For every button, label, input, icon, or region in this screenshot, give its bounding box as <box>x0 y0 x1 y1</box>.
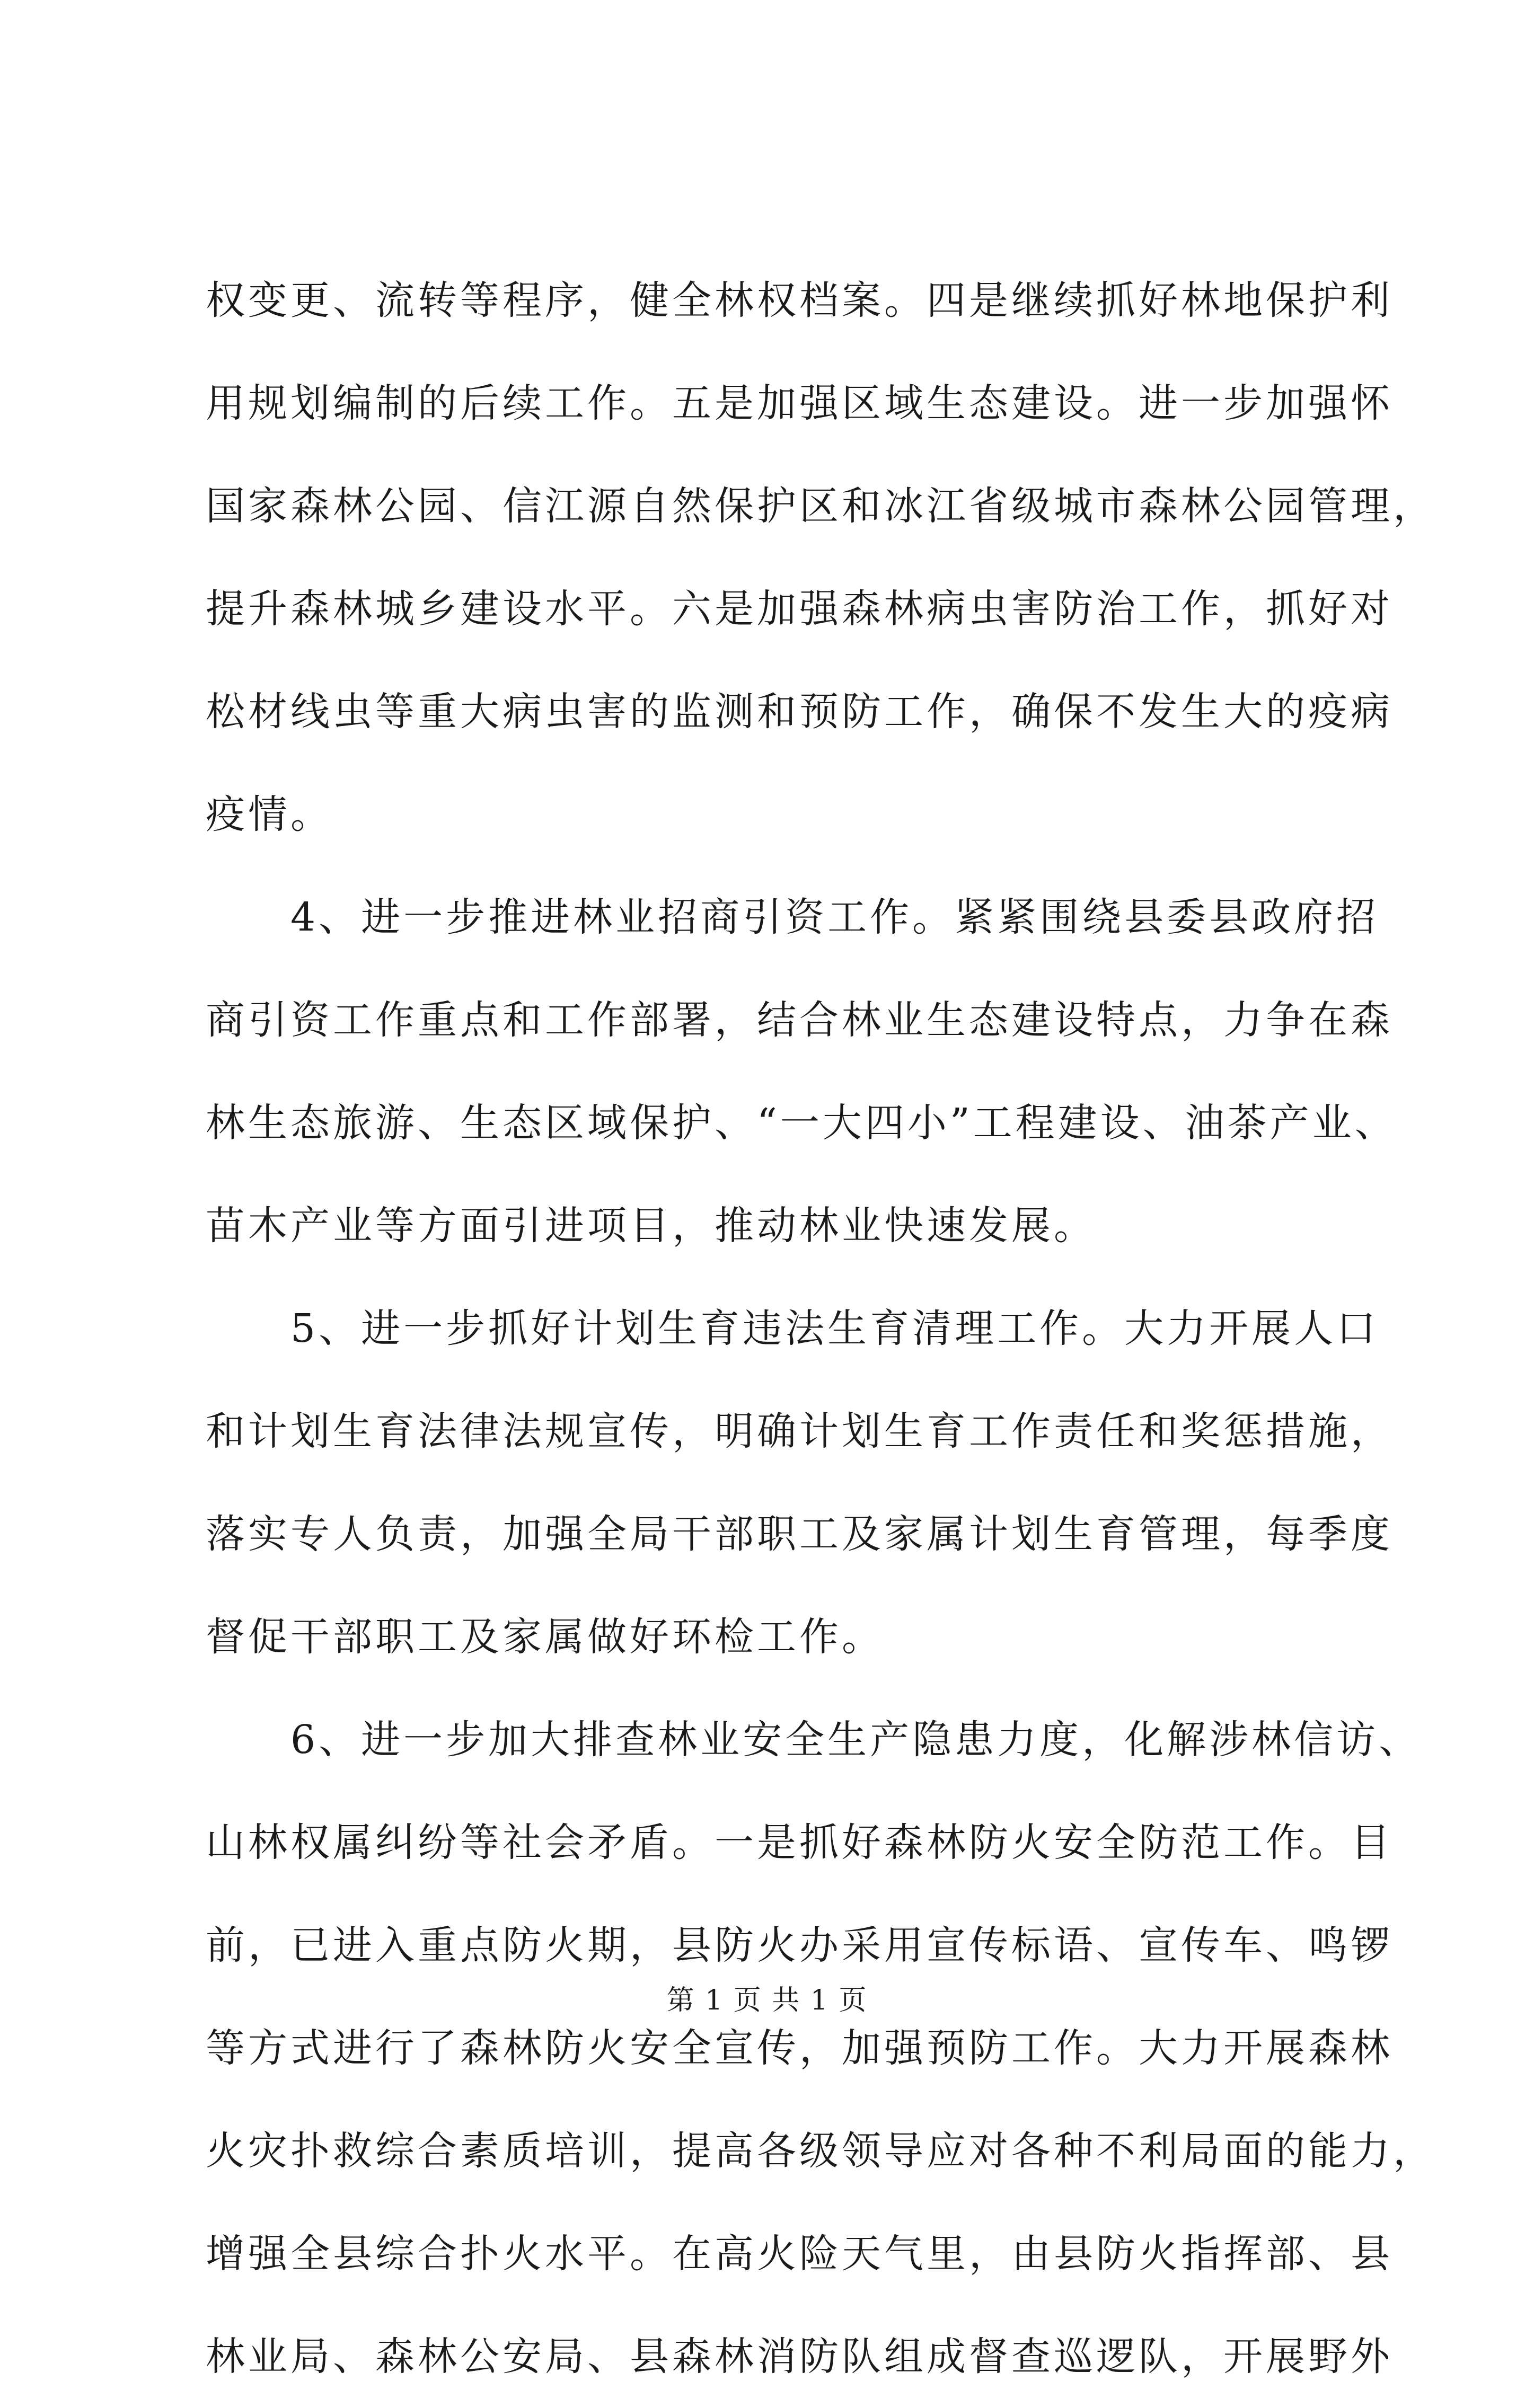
document-body <box>206 249 1435 2408</box>
text-line: 落实专人负责，加强全局干部职工及家属计划生育管理，每季度 <box>206 1511 1393 1557</box>
text-line: 松材线虫等重大病虫害的监测和预防工作，确保不发生大的疫病 <box>206 689 1393 734</box>
text-line: 4、进一步推进林业招商引资工作。紧紧围绕县委县政府招 <box>206 895 1379 940</box>
text-line: 火灾扑救综合素质培训，提高各级领导应对各种不利局面的能力， <box>206 2128 1435 2174</box>
text-line: 增强全县综合扑火水平。在高火险天气里，由县防火指挥部、县 <box>206 2231 1393 2277</box>
text-line: 用规划编制的后续工作。五是加强区域生态建设。进一步加强怀 <box>206 380 1393 426</box>
text-line: 5、进一步抓好计划生育违法生育清理工作。大力开展人口 <box>206 1306 1379 1351</box>
text-line: 国家森林公园、信江源自然保护区和冰江省级城市森林公园管理， <box>206 483 1435 529</box>
text-line: 和计划生育法律法规宣传，明确计划生育工作责任和奖惩措施， <box>206 1409 1393 1454</box>
text-line: 苗木产业等方面引进项目，推动林业快速发展。 <box>206 1203 1096 1249</box>
page-footer: 第 1 页 共 1 页 <box>666 1985 868 2016</box>
text-line: 前，已进入重点防火期，县防火办采用宣传标语、宣传车、鸣锣 <box>206 1923 1393 1968</box>
text-line: 等方式进行了森林防火安全宣传，加强预防工作。大力开展森林 <box>206 2025 1393 2071</box>
text-line: 商引资工作重点和工作部署，结合林业生态建设特点，力争在森 <box>206 997 1393 1043</box>
text-line: 提升森林城乡建设水平。六是加强森林病虫害防治工作，抓好对 <box>206 586 1393 632</box>
text-line: 督促干部职工及家属做好环检工作。 <box>206 1614 884 1660</box>
text-line: 林业局、森林公安局、县森林消防队组成督查巡逻队，开展野外 <box>206 2334 1393 2379</box>
text-line: 疫情。 <box>206 792 333 837</box>
text-line: 山林权属纠纷等社会矛盾。一是抓好森林防火安全防范工作。目 <box>206 1820 1393 1865</box>
text-line: 权变更、流转等程序，健全林权档案。四是继续抓好林地保护利 <box>206 278 1393 323</box>
text-line: 林生态旅游、生态区域保护、“一大四小”工程建设、油茶产业、 <box>206 1100 1397 1146</box>
text-line: 6、进一步加大排查林业安全生产隐患力度，化解涉林信访、 <box>206 1717 1422 1763</box>
